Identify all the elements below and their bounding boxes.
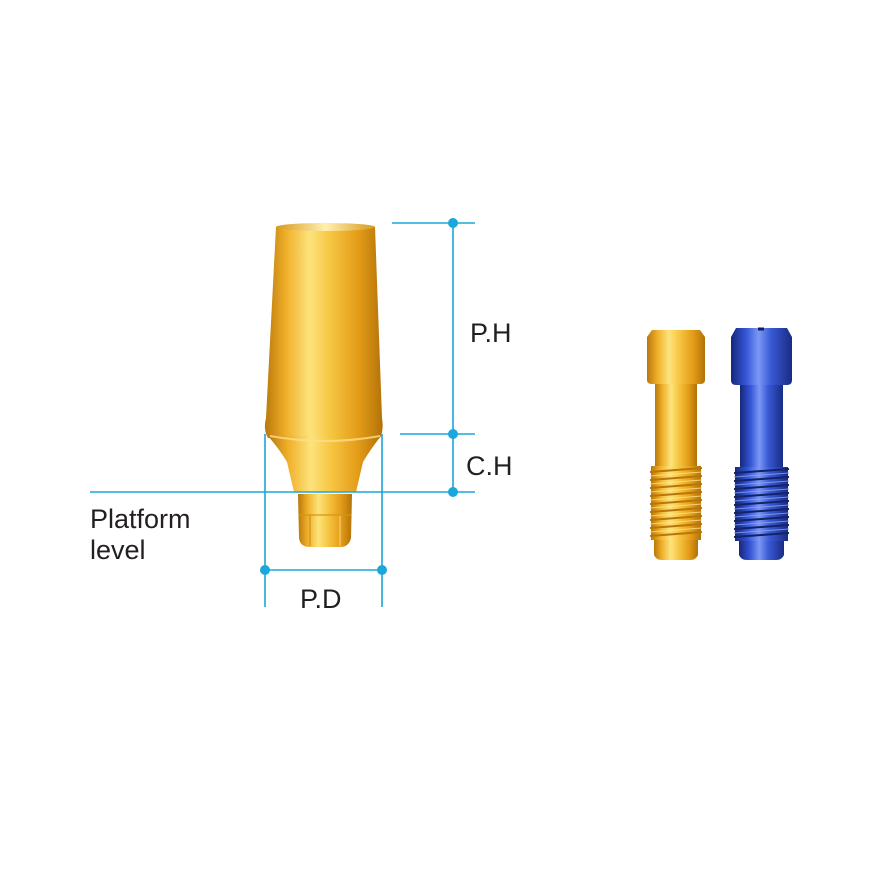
gold-screw: [647, 330, 705, 560]
ch-top-dot: [448, 429, 458, 439]
gold-screw-shank: [655, 384, 697, 466]
label-platform-diameter: P.D: [300, 584, 342, 614]
platform-dot: [448, 487, 458, 497]
gold-screw-head: [647, 330, 705, 384]
gold-screw-thread: [650, 466, 702, 540]
abutment-top-rim: [276, 223, 375, 231]
abutment-cuff: [268, 436, 381, 492]
blue-screw-shank: [740, 385, 783, 467]
blue-screw: [731, 328, 792, 560]
label-platform-line1: Platform: [90, 504, 191, 534]
gold-screw-tip: [654, 540, 698, 560]
pd-left-dot: [260, 565, 270, 575]
ph-top-dot: [448, 218, 458, 228]
abutment: [265, 223, 383, 547]
abutment-hex: [298, 494, 352, 547]
label-platform-line2: level: [90, 535, 146, 565]
label-cuff-height: C.H: [466, 451, 513, 481]
blue-screw-head: [731, 328, 792, 385]
pd-right-dot: [377, 565, 387, 575]
blue-screw-tip: [739, 541, 784, 560]
label-post-height: P.H: [470, 318, 512, 348]
blue-screw-thread: [734, 467, 789, 541]
abutment-post: [265, 227, 383, 438]
